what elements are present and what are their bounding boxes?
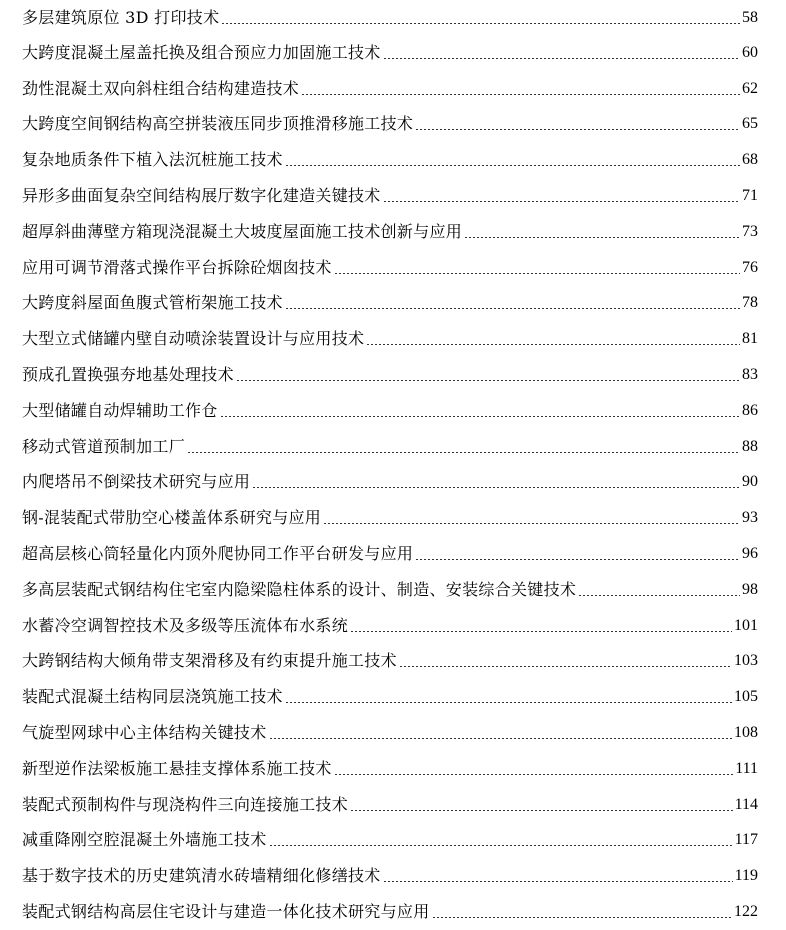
toc-entry-page: 96 bbox=[742, 545, 758, 563]
toc-entry-page: 114 bbox=[734, 795, 758, 813]
dot-leader bbox=[415, 114, 740, 134]
dot-leader bbox=[399, 651, 732, 671]
toc-entry-title: 异形多曲面复杂空间结构展厅数字化建造关键技术 bbox=[22, 186, 381, 206]
toc-entry-page: 98 bbox=[742, 580, 758, 598]
toc-entry[interactable] bbox=[22, 572, 758, 608]
toc-entry[interactable] bbox=[22, 751, 758, 787]
toc-entry-page: 68 bbox=[742, 151, 758, 169]
toc-entry-page: 65 bbox=[742, 115, 758, 133]
toc-entry[interactable] bbox=[22, 214, 758, 250]
toc-entry[interactable] bbox=[22, 715, 758, 751]
toc-entry[interactable] bbox=[22, 286, 758, 322]
toc-entry-title: 大跨度斜屋面鱼腹式管桁架施工技术 bbox=[22, 293, 283, 313]
toc-entry[interactable] bbox=[22, 858, 758, 894]
toc-entry-page: 60 bbox=[742, 43, 758, 61]
toc-entry-title: 装配式混凝土结构同层浇筑施工技术 bbox=[22, 687, 283, 707]
toc-entry[interactable] bbox=[22, 393, 758, 429]
toc-entry-title: 预成孔置换强夯地基处理技术 bbox=[22, 365, 234, 385]
dot-leader bbox=[383, 186, 740, 206]
toc-entry-page: 86 bbox=[742, 401, 758, 419]
toc-entry-title: 装配式钢结构高层住宅设计与建造一体化技术研究与应用 bbox=[22, 902, 430, 922]
toc-entry[interactable] bbox=[22, 0, 758, 35]
toc-entry[interactable] bbox=[22, 321, 758, 357]
toc-entry-page: 105 bbox=[734, 688, 758, 706]
toc-entry-title: 内爬塔吊不倒梁技术研究与应用 bbox=[22, 472, 251, 492]
toc-entry-page: 78 bbox=[742, 294, 758, 312]
dot-leader bbox=[432, 902, 732, 922]
toc-entry-page: 62 bbox=[742, 79, 758, 97]
toc-entry-title: 大跨钢结构大倾角带支架滑移及有约束提升施工技术 bbox=[22, 651, 397, 671]
toc-entry[interactable] bbox=[22, 142, 758, 178]
toc-entry-title: 移动式管道预制加工厂 bbox=[22, 436, 186, 456]
toc-entry[interactable] bbox=[22, 107, 758, 143]
toc-entry[interactable] bbox=[22, 465, 758, 501]
toc-entry-page: 73 bbox=[742, 222, 758, 240]
toc-entry[interactable] bbox=[22, 71, 758, 107]
toc-entry-page: 117 bbox=[734, 831, 758, 849]
dot-leader bbox=[269, 830, 733, 850]
dot-leader bbox=[415, 544, 740, 564]
toc-entry[interactable] bbox=[22, 536, 758, 572]
dot-leader bbox=[220, 401, 740, 421]
toc-entry-page: 122 bbox=[734, 903, 758, 921]
toc-entry[interactable] bbox=[22, 608, 758, 644]
toc-entry-title: 钢-混装配式带肋空心楼盖体系研究与应用 bbox=[22, 508, 322, 528]
dot-leader bbox=[366, 329, 740, 349]
toc-entry[interactable] bbox=[22, 644, 758, 680]
toc-entry-title: 减重降刚空腔混凝土外墙施工技术 bbox=[22, 830, 267, 850]
dot-leader bbox=[323, 508, 740, 528]
toc-entry[interactable] bbox=[22, 178, 758, 214]
toc-entry-page: 81 bbox=[742, 330, 758, 348]
toc-entry-page: 103 bbox=[734, 652, 758, 670]
toc-entry-title: 气旋型网球中心主体结构关键技术 bbox=[22, 723, 267, 743]
toc-entry[interactable] bbox=[22, 35, 758, 71]
dot-leader bbox=[285, 150, 740, 170]
toc-entry[interactable] bbox=[22, 894, 758, 930]
toc-entry-title: 新型逆作法梁板施工悬挂支撑体系施工技术 bbox=[22, 758, 332, 778]
toc-entry[interactable] bbox=[22, 679, 758, 715]
dot-leader bbox=[187, 437, 740, 457]
toc-entry-title: 大跨度空间钢结构高空拼装液压同步顶推滑移施工技术 bbox=[22, 114, 414, 134]
toc-entry-page: 101 bbox=[734, 616, 758, 634]
dot-leader bbox=[285, 687, 732, 707]
toc-entry[interactable] bbox=[22, 357, 758, 393]
dot-leader bbox=[252, 472, 740, 492]
toc-entry-page: 119 bbox=[734, 867, 758, 885]
toc-entry-title: 多高层装配式钢结构住宅室内隐梁隐柱体系的设计、制造、安装综合关键技术 bbox=[22, 579, 577, 599]
toc-entry-title: 超高层核心筒轻量化内顶外爬协同工作平台研发与应用 bbox=[22, 544, 414, 564]
toc-entry-title: 劲性混凝土双向斜柱组合结构建造技术 bbox=[22, 78, 300, 98]
table-of-contents bbox=[22, 0, 758, 930]
dot-leader bbox=[334, 759, 733, 779]
toc-entry[interactable] bbox=[22, 787, 758, 823]
toc-entry-title: 水蓄冷空调智控技术及多级等压流体布水系统 bbox=[22, 615, 349, 635]
toc-entry-page: 76 bbox=[742, 258, 758, 276]
toc-entry-page: 111 bbox=[735, 759, 758, 777]
dot-leader bbox=[383, 866, 733, 886]
dot-leader bbox=[285, 293, 740, 313]
toc-entry-page: 88 bbox=[742, 437, 758, 455]
dot-leader bbox=[383, 43, 740, 63]
dot-leader bbox=[350, 616, 732, 636]
dot-leader bbox=[221, 8, 740, 28]
dot-leader bbox=[334, 258, 740, 278]
dot-leader bbox=[269, 723, 732, 743]
toc-entry-page: 108 bbox=[734, 724, 758, 742]
dot-leader bbox=[578, 580, 740, 600]
toc-entry-page: 83 bbox=[742, 366, 758, 384]
toc-entry[interactable] bbox=[22, 823, 758, 859]
toc-entry-title: 装配式预制构件与现浇构件三向连接施工技术 bbox=[22, 794, 349, 814]
dot-leader bbox=[301, 79, 740, 99]
toc-entry-title: 应用可调节滑落式操作平台拆除砼烟囱技术 bbox=[22, 257, 332, 277]
toc-entry-title: 复杂地质条件下植入法沉桩施工技术 bbox=[22, 150, 283, 170]
toc-entry-title: 大型立式储罐内壁自动喷涂装置设计与应用技术 bbox=[22, 329, 365, 349]
dot-leader bbox=[350, 795, 733, 815]
toc-entry[interactable] bbox=[22, 250, 758, 286]
toc-entry-page: 58 bbox=[742, 8, 758, 26]
toc-entry-title: 大跨度混凝土屋盖托换及组合预应力加固施工技术 bbox=[22, 42, 381, 62]
dot-leader bbox=[236, 365, 740, 385]
toc-entry-title: 基于数字技术的历史建筑清水砖墙精细化修缮技术 bbox=[22, 866, 381, 886]
toc-entry-page: 93 bbox=[742, 509, 758, 527]
toc-entry-title: 超厚斜曲薄壁方箱现浇混凝土大坡度屋面施工技术创新与应用 bbox=[22, 221, 463, 241]
toc-entry-page: 71 bbox=[742, 187, 758, 205]
toc-entry[interactable] bbox=[22, 429, 758, 465]
toc-entry-title: 大型储罐自动焊辅助工作仓 bbox=[22, 400, 218, 420]
toc-entry[interactable] bbox=[22, 500, 758, 536]
toc-entry-page: 90 bbox=[742, 473, 758, 491]
toc-entry-title: 多层建筑原位 3D 打印技术 bbox=[22, 7, 220, 27]
dot-leader bbox=[464, 222, 740, 242]
